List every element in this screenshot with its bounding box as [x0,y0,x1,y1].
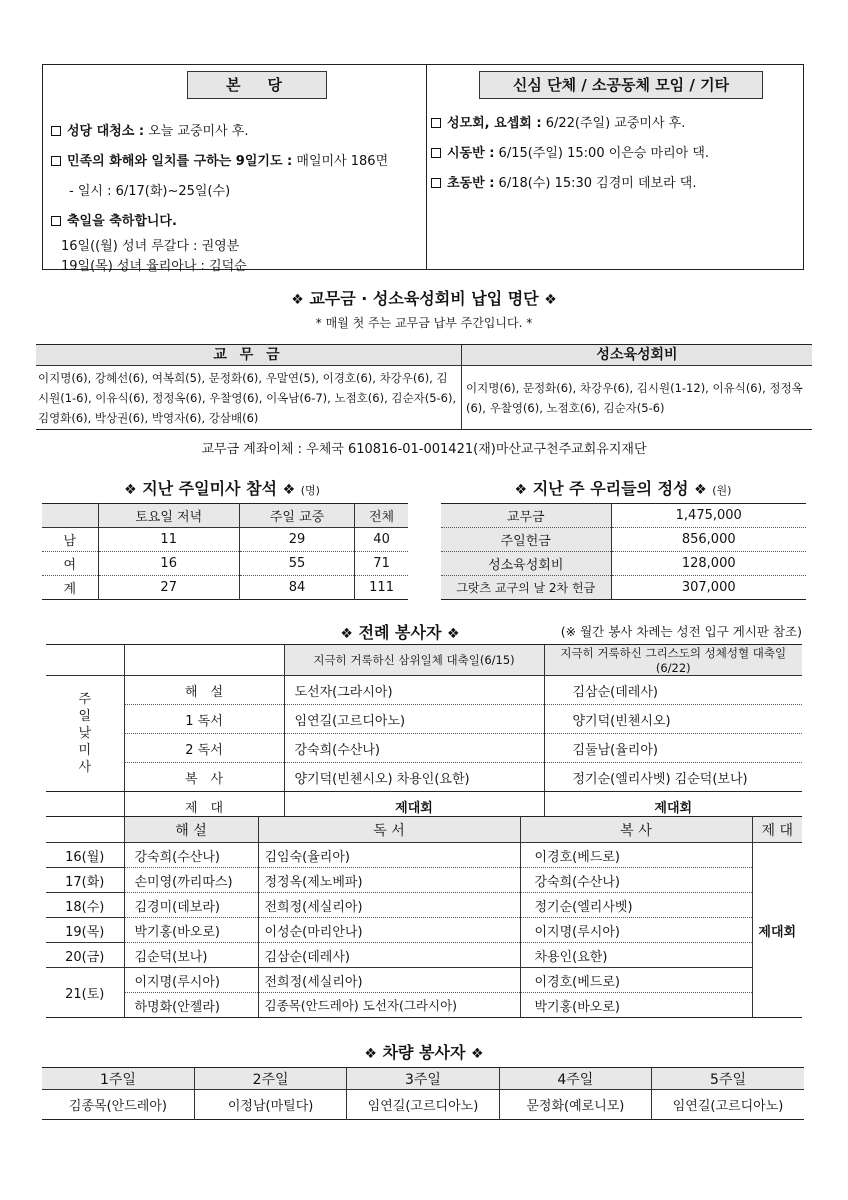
altar-cell: 제대회 [758,924,797,940]
dues-table: 교 무 금 성소육성회비 이지명(6), 강혜선(6), 여복희(5), 문정화(6), 우말연(5), 이경호(6), 차강우(6), 김시원(1-6), 이유식(6), 정정옥(6), 우찰영(6), 이옥남(6-7), 노점호(6), 김순자(5-6), 김영화(6), 박상권(6), 박영자(6), 강삼배(6) 이지명(6), 문정화(6), 차강우(6), 김시원(1-12), 이유식(6), 정정옥(6), 우찰영(6), 노점호(6), 김순자(5-6) [36,344,812,430]
liturgy-note: (※ 월간 봉사 차례는 성전 입구 게시판 참조) [560,624,802,639]
checkbox-icon [431,178,441,188]
table-row: 20(금) 김순덕(보나) 김삼순(데레사) 차용인(요한) [46,943,802,968]
vocation-list: 이지명(6), 문정화(6), 차강우(6), 김시원(1-12), 이유식(6), 정정옥(6), 우찰영(6), 노점호(6), 김순자(5-6) [466,381,803,415]
checkbox-icon [431,118,441,128]
liturgy-title: ❖ 전례 봉사자 ❖ [340,623,460,642]
sunday-side-label: 주일낮미사 [78,692,92,775]
group-item: 시동반 : 6/15(주일) 15:00 이은승 마리아 댁. [431,139,801,169]
feast-line: 19일(목) 성녀 율리아나 : 김덕순 [61,259,247,274]
checkbox-icon [51,156,61,166]
weekday-table: 해 설 독 서 복 사 제 대 16(월) 강숙희(수산나) 김임숙(율리아) 이경호(베드로) 제대회 17(화) 손미영(까리따스) 정정옥(제노베파) 강숙희(수산나) 18(수) 김경미(데보라) 전희정(세실리아) 정기순(엘리사벳) 19(목) 박기홍(바오로) 이성순(마리안나) 이지명(루시아) 20(금) 김순덕(보나) 김삼순(데레사) 차용인(요한) 21(토) 이지명(루시아) 전희정(세실리아) 이경호(베드로) 하명화(안젤라) 김종목(안드레아) 도선자(그라시아) 박기홍(바오로) [46,816,802,1018]
table-row: 주일헌금 856,000 [441,528,806,552]
dues-title: ❖ 교무금 · 성소육성회비 납입 명단 ❖ [291,289,557,308]
sunday-table: 지극히 거룩하신 삼위일체 대축일(6/15) 지극히 거룩하신 그리스도의 성체성혈 대축일(6/22) 주일낮미사 해 설 도선자(그라시아) 김삼순(데레사) 1 독서 임연길(고르디아노) 양기덕(빈첸시오) 2 독서 강숙희(수산나) 김둘남(율리아) 복 사 양기덕(빈첸시오) 차용인(요한) 정기순(엘리사벳) 김순덕(보나) 제 대 제대회 제대회 [46,644,802,821]
diamond-icon: ❖ [694,482,707,498]
dues-note: * 매월 첫 주는 교무금 납부 주간입니다. * [315,316,533,330]
notice-box [42,64,804,274]
diamond-icon: ❖ [291,292,304,308]
groups-title: 신심 단체 / 소공동체 모임 / 기타 [479,71,763,99]
diamond-icon: ❖ [447,626,460,642]
feast-heading: 축일을 축하합니다. [51,207,421,237]
table-row: 주일낮미사 해 설 도선자(그라시아) 김삼순(데레사) [46,676,802,705]
offering-table [441,503,806,600]
table-row: 21(토) 이지명(루시아) 전희정(세실리아) 이경호(베드로) [46,968,802,993]
table-row: 하명화(안젤라) 김종목(안드레아) 도선자(그라시아) 박기홍(바오로) [46,993,802,1018]
checkbox-icon [431,148,441,158]
notice-sub: - 일시 : 6/17(화)~25일(수) [69,184,231,199]
table-row: 16(월) 강숙희(수산나) 김임숙(율리아) 이경호(베드로) 제대회 [46,843,802,868]
table-row: 김종목(안드레아) 이정남(마틸다) 임연길(고르디아노) 문정화(예로니모) 임연길(고르디아노) [42,1090,804,1120]
parish-title: 본 당 [187,71,327,99]
group-item: 성모회, 요셉회 : 6/22(주일) 교중미사 후. [431,109,801,139]
table-row: 17(화) 손미영(까리따스) 정정옥(제노베파) 강숙희(수산나) [46,868,802,893]
checkbox-icon [51,126,61,136]
table-row: 성소육성회비 128,000 [441,552,806,576]
diamond-icon: ❖ [544,292,557,308]
table-row: 교무금 1,475,000 [441,504,806,528]
table-row: 그랏츠 교구의 날 2차 헌금 307,000 [441,576,806,600]
table-row: 계 27 84 111 [42,576,408,600]
table-row: 남 11 29 40 [42,528,408,552]
vehicle-table: 1주일 2주일 3주일 4주일 5주일 김종목(안드레아) 이정남(마틸다) 임연길(고르디아노) 문정화(예로니모) 임연길(고르디아노) [42,1067,804,1120]
table-row: 2 독서 강숙희(수산나) 김둘남(율리아) [46,734,802,763]
table-row: 18(수) 김경미(데보라) 전희정(세실리아) 정기순(엘리사벳) [46,893,802,918]
diamond-icon: ❖ [340,626,353,642]
notice-item: 민족의 화해와 일치를 구하는 9일기도 : 매일미사 186면 [51,147,421,177]
table-row: 제 대 제대회 제대회 [46,792,802,821]
account-info: 교무금 계좌이체 : 우체국 610816-01-001421(재)마산교구천주교회유지재단 [201,442,647,457]
attendance-table: 토요일 저녁 주일 교중 전체 남 11 29 40 여 16 55 71 계 27 84 111 [42,503,408,600]
table-row: 1 독서 임연길(고르디아노) 양기덕(빈첸시오) [46,705,802,734]
vehicle-title: ❖ 차량 봉사자 ❖ [364,1043,484,1062]
table-row: 여 16 55 71 [42,552,408,576]
checkbox-icon [51,216,61,226]
dues-list: 이지명(6), 강혜선(6), 여복희(5), 문정화(6), 우말연(5), 이경호(6), 차강우(6), 김시원(1-6), 이유식(6), 정정옥(6), 우찰영(6), 이옥남(6-7), 노점호(6), 김순자(5-6), 김영화(6), 박상권(6), 박영자(6), 강삼배(6) [38,371,457,425]
attendance-title: ❖ 지난 주일미사 참석 ❖ (명) [124,479,320,498]
notice-item: 성당 대청소 : 오늘 교중미사 후. [51,117,421,147]
table-row: 19(목) 박기홍(바오로) 이성순(마리안나) 이지명(루시아) [46,918,802,943]
diamond-icon: ❖ [124,482,137,498]
diamond-icon: ❖ [364,1046,377,1062]
diamond-icon: ❖ [471,1046,484,1062]
group-item: 초동반 : 6/18(수) 15:30 김경미 데보라 댁. [431,169,801,199]
offering-title: ❖ 지난 주 우리들의 정성 ❖ (원) [514,479,732,498]
diamond-icon: ❖ [514,482,528,498]
table-row: 복 사 양기덕(빈첸시오) 차용인(요한) 정기순(엘리사벳) 김순덕(보나) [46,763,802,792]
diamond-icon: ❖ [282,482,296,498]
feast-line: 16일((월) 성녀 루갈다 : 권영분 [61,239,240,254]
